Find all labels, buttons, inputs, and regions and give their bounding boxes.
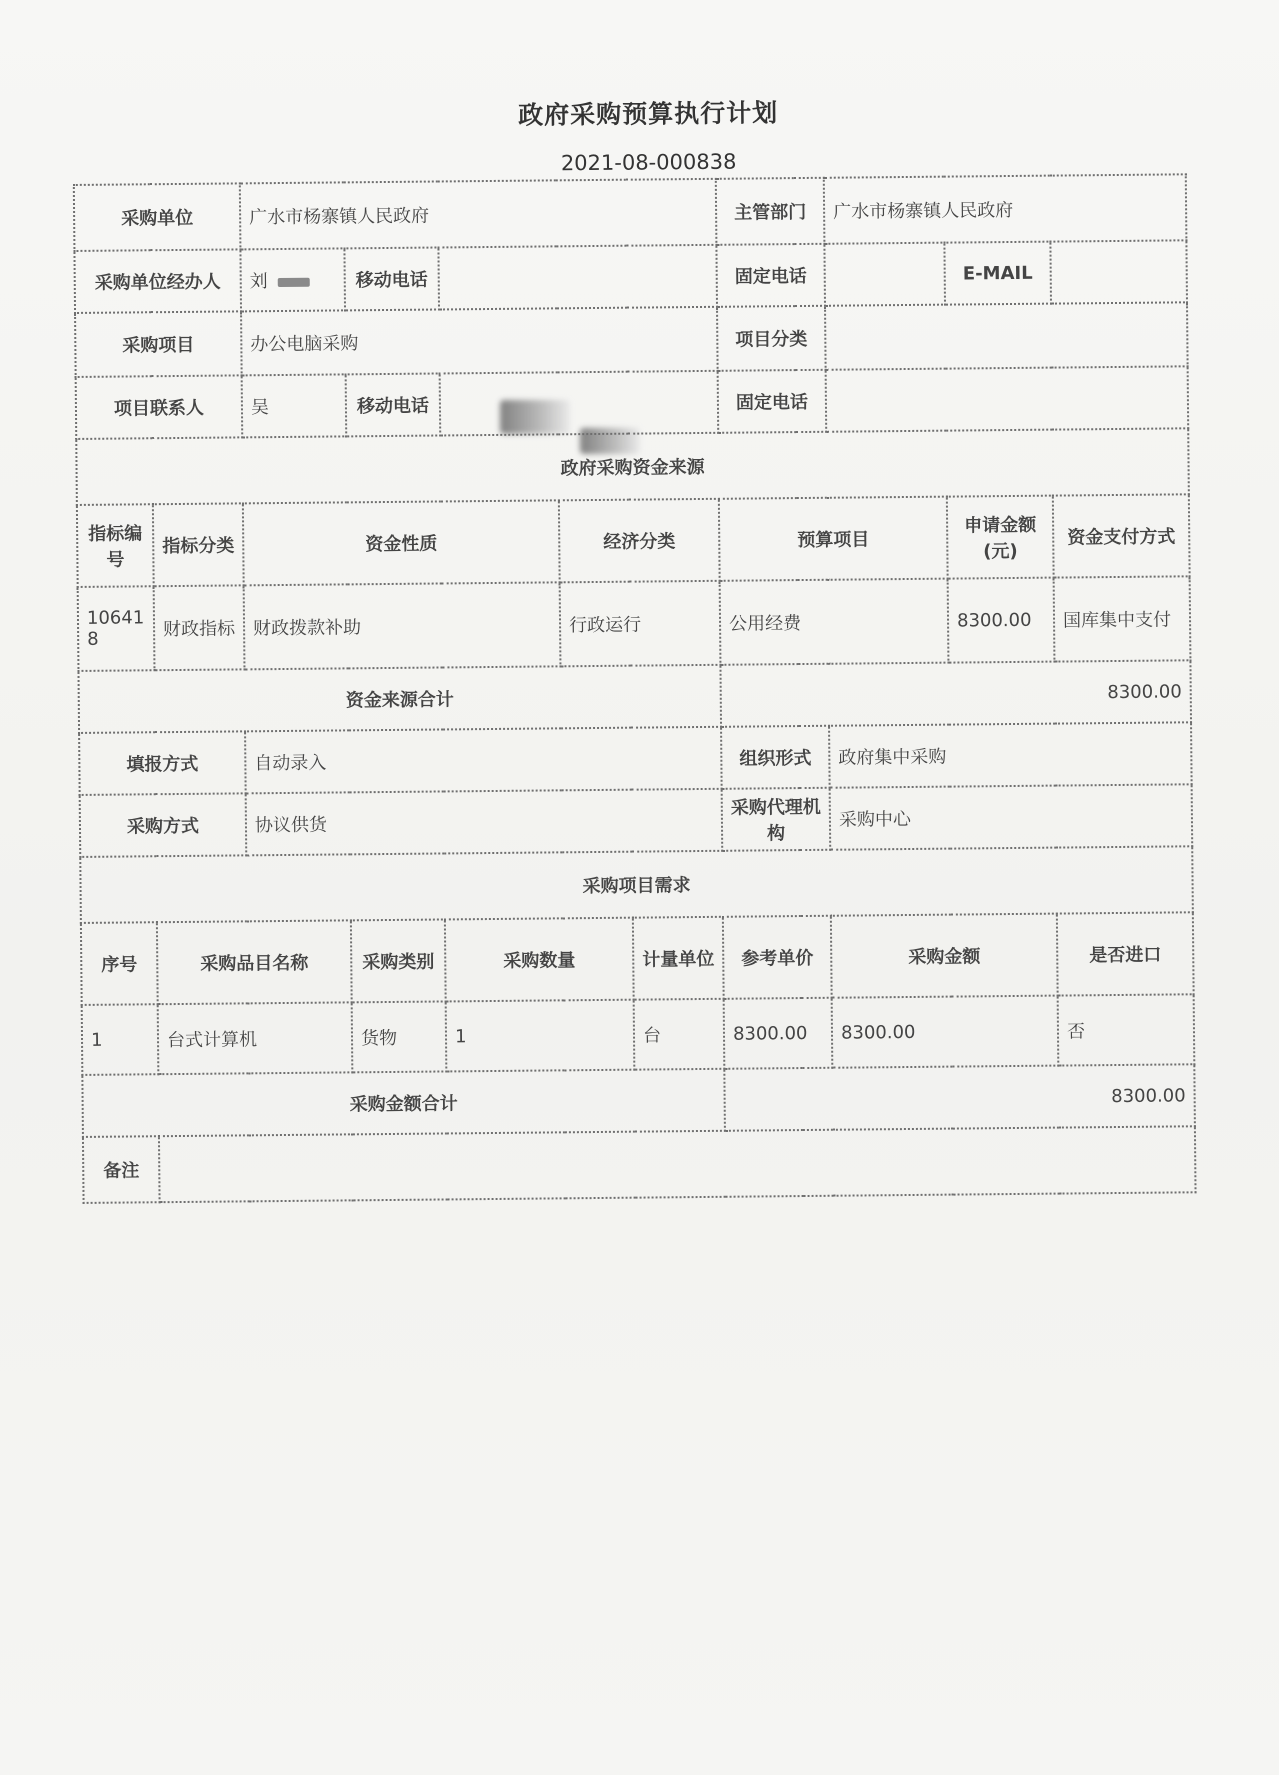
row-project — [75, 302, 1188, 377]
demand-cell: 台 — [634, 999, 725, 1070]
funding-cell: 8300.00 — [948, 578, 1055, 663]
funding-row — [78, 576, 1191, 671]
demand-header: 采购金额 — [831, 914, 1058, 998]
demand-cell: 1 — [446, 1000, 635, 1072]
funding-cell: 财政指标 — [154, 585, 245, 670]
demand-cell: 否 — [1058, 994, 1195, 1065]
handler-cell — [240, 248, 345, 311]
demand-total-value: 8300.00 — [724, 1064, 1195, 1131]
demand-section-title: 采购项目需求 — [80, 846, 1193, 923]
purchase-method-value: 协议供货 — [246, 789, 723, 856]
funding-cell: 财政拨款补助 — [244, 582, 561, 669]
row-demand-section — [80, 846, 1193, 923]
demand-cell: 货物 — [352, 1001, 447, 1072]
email-label: E-MAIL — [944, 242, 1051, 305]
agency-label: 采购代理机构 — [722, 788, 831, 851]
mobile-value — [438, 245, 717, 310]
procurement-form-table — [73, 173, 1197, 1204]
handler-value: 刘 — [249, 271, 268, 293]
fill-method-label: 填报方式 — [79, 731, 246, 795]
dept-value: 广水市杨寨镇人民政府 — [824, 174, 1187, 243]
row-demand-total — [82, 1064, 1195, 1137]
row-contact — [76, 366, 1189, 439]
redacted-name — [278, 277, 310, 286]
purchase-method-label: 采购方式 — [80, 793, 247, 857]
purchaser-value: 广水市杨寨镇人民政府 — [240, 179, 717, 250]
form-document — [72, 89, 1195, 1204]
agency-value: 采购中心 — [830, 784, 1193, 849]
funding-cell: 106418 — [78, 586, 155, 671]
demand-cell: 8300.00 — [832, 996, 1059, 1068]
funding-section-title: 政府采购资金来源 — [76, 428, 1189, 505]
category-label: 项目分类 — [717, 306, 826, 371]
demand-cell: 1 — [82, 1004, 159, 1075]
funding-header: 申请金额(元) — [947, 496, 1054, 579]
demand-header: 采购品目名称 — [157, 920, 352, 1004]
funding-header: 经济分类 — [559, 499, 720, 583]
fixed-phone2-label: 固定电话 — [718, 370, 827, 433]
remark-label: 备注 — [83, 1136, 160, 1203]
category-value — [825, 302, 1188, 369]
funding-total-label: 资金来源合计 — [78, 665, 721, 733]
funding-header: 预算项目 — [719, 497, 948, 581]
mobile2-label: 移动电话 — [346, 373, 441, 436]
demand-header: 参考单价 — [723, 916, 832, 999]
demand-header: 采购数量 — [445, 918, 634, 1002]
funding-total-value: 8300.00 — [720, 660, 1191, 727]
dept-label: 主管部门 — [716, 178, 825, 245]
mobile2-value — [440, 371, 719, 436]
row-funding-section — [76, 428, 1189, 505]
row-funding-total — [78, 660, 1191, 733]
funding-header: 资金支付方式 — [1053, 494, 1190, 577]
fill-method-value: 自动录入 — [245, 727, 722, 794]
demand-header: 序号 — [81, 922, 158, 1005]
email-value — [1050, 240, 1187, 303]
demand-header-row — [81, 912, 1194, 1005]
funding-header: 指标编号 — [77, 504, 154, 587]
funding-cell: 公用经费 — [720, 579, 949, 665]
demand-row — [82, 994, 1195, 1075]
demand-cell: 8300.00 — [724, 998, 833, 1069]
demand-header: 采购类别 — [351, 919, 446, 1002]
project-label: 采购项目 — [75, 311, 242, 377]
row-purchase-method — [80, 784, 1193, 857]
demand-total-label: 采购金额合计 — [82, 1069, 725, 1137]
remark-value — [159, 1126, 1196, 1202]
funding-header-row — [77, 494, 1190, 587]
mobile-label: 移动电话 — [344, 247, 439, 310]
org-form-label: 组织形式 — [721, 726, 830, 789]
row-handler — [74, 240, 1187, 313]
funding-cell: 行政运行 — [560, 581, 721, 667]
org-form-value: 政府集中采购 — [829, 722, 1192, 787]
demand-cell: 台式计算机 — [158, 1002, 353, 1074]
fixed-phone-label: 固定电话 — [716, 244, 825, 307]
document-title: 政府采购预算执行计划 — [518, 98, 779, 130]
fixed-phone2-value — [826, 366, 1189, 431]
row-remark — [83, 1126, 1196, 1203]
funding-header: 资金性质 — [243, 500, 560, 585]
funding-cell: 国库集中支付 — [1054, 576, 1191, 661]
row-fill-method — [79, 722, 1192, 795]
funding-header: 指标分类 — [153, 503, 244, 586]
contact-value: 吴 — [242, 374, 347, 437]
demand-header: 是否进口 — [1057, 912, 1194, 995]
handler-label: 采购单位经办人 — [74, 249, 241, 313]
contact-label: 项目联系人 — [76, 375, 243, 439]
purchaser-label: 采购单位 — [74, 183, 241, 251]
project-value: 办公电脑采购 — [241, 307, 718, 376]
demand-header: 计量单位 — [633, 917, 724, 1000]
plan-number: 2021-08-000838 — [560, 149, 737, 176]
row-purchaser — [74, 174, 1187, 251]
fixed-phone-value — [824, 243, 945, 306]
